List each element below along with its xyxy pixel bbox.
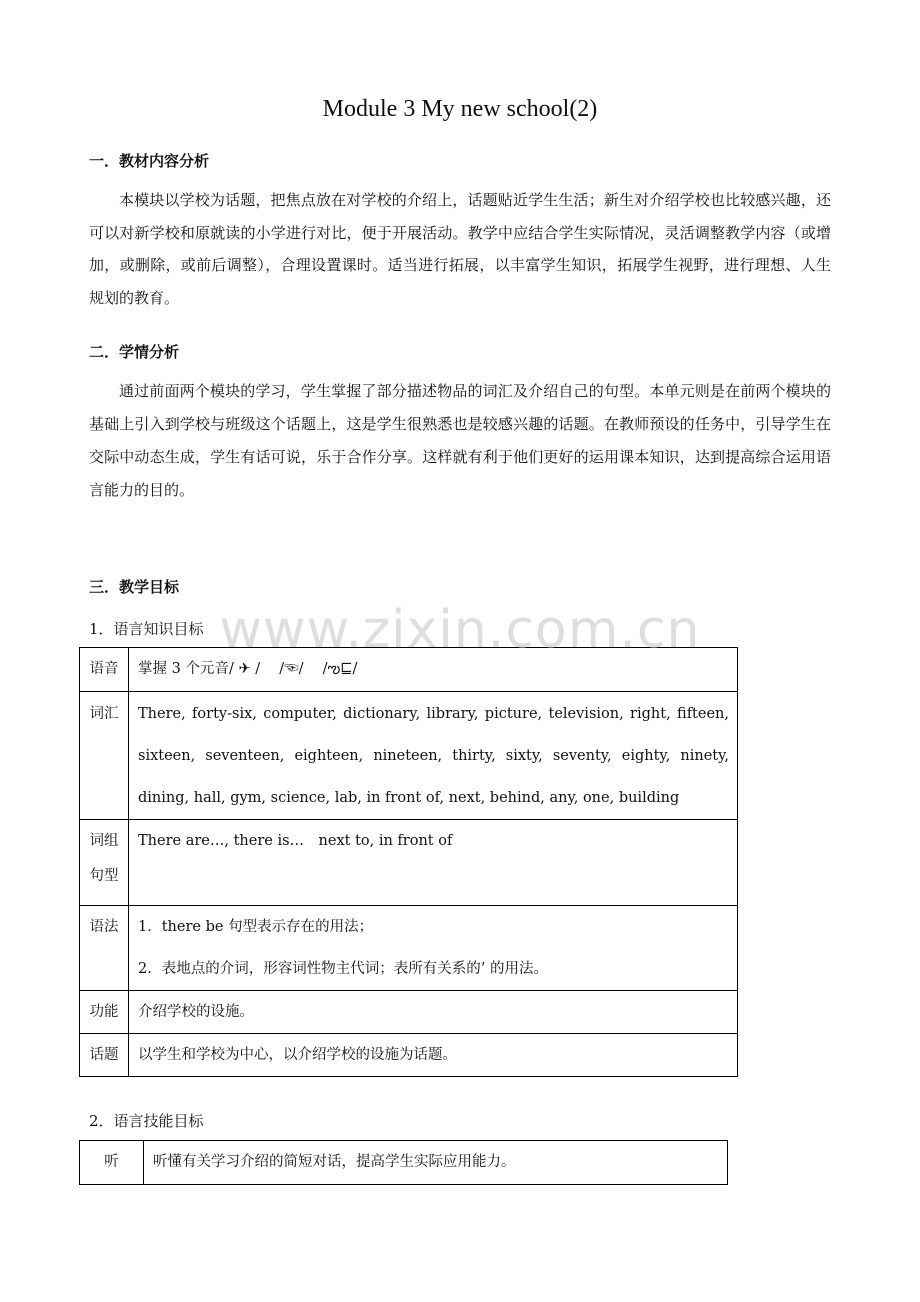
topic-content: 以学生和学校为中心，以介绍学校的设施为话题。 [129, 1034, 738, 1077]
document-title: Module 3 My new school(2) [322, 96, 598, 122]
grammar-line2: 2．表地点的介词，形容词性物主代词；表所有关系的’ 的用法。 [138, 961, 548, 977]
listening-content: 听懂有关学习介绍的简短对话，提高学生实际应用能力。 [144, 1141, 728, 1185]
table-row [80, 820, 738, 906]
vocabulary-content: There, forty-six, computer, dictionary, library, picture, television, right, fifteen, sixteen, seventeen, eighteen, nineteen, thirty, sixty, seventy, eighty, ninety, dining, hall, gym, science, lab, in front of, next, behind, any, one, building [129, 692, 738, 820]
row-label: 功能 [80, 991, 129, 1034]
section-2-paragraph: 通过前面两个模块的学习，学生掌握了部分描述物品的词汇及介绍自己的句型。本单元则是在前两个模块的基础上引入到学校与班级这个话题上，这是学生很熟悉也是较感兴趣的话题。在教师预设的任务中，引导学生在交际中动态生成，学生有话可说，乐于合作分享。这样就有利于他们更好的运用课本知识，达到提高综合运用语言能力的目的。 [89, 382, 831, 499]
row-label: 语法 [80, 906, 129, 991]
row-label: 语音 [80, 648, 129, 692]
section-1-heading: 一．教材内容分析 [89, 152, 210, 170]
row-label-line2: 句型 [89, 868, 119, 884]
table-row [80, 991, 738, 1034]
pronunciation-content: 掌握 3 个元音/ ✈ / /☜/ /ఌ⊑/ [129, 648, 738, 692]
skills-goals-table [79, 1140, 728, 1185]
row-label-line1: 词组 [89, 833, 119, 849]
row-label [80, 820, 129, 906]
table-row [80, 648, 738, 692]
row-label: 听 [80, 1141, 144, 1185]
phrases-content: There are…, there is… next to, in front of [129, 820, 738, 906]
grammar-content [129, 906, 738, 991]
grammar-line1: 1．there be 句型表示存在的用法； [138, 919, 374, 935]
section-3-heading: 三．教学目标 [89, 578, 180, 596]
section-1-paragraph: 本模块以学校为话题，把焦点放在对学校的介绍上，话题贴近学生生活；新生对介绍学校也比较感兴趣，还可以对新学校和原就读的小学进行对比，便于开展活动。教学中应结合学生实际情况，灵活调整教学内容（或增加，或删除，或前后调整），合理设置课时。适当进行拓展，以丰富学生知识，拓展学生视野，进行理想、人生规划的教育。 [89, 191, 831, 307]
table-row [80, 1141, 728, 1185]
section-2-heading: 二．学情分析 [89, 343, 180, 361]
table-row [80, 906, 738, 991]
subsection-language-knowledge: 1．语言知识目标 [89, 620, 204, 638]
row-label: 词汇 [80, 692, 129, 820]
table-row [80, 692, 738, 820]
knowledge-goals-table [79, 647, 738, 1077]
table-row [80, 1034, 738, 1077]
row-label: 话题 [80, 1034, 129, 1077]
subsection-language-skills: 2．语言技能目标 [89, 1112, 204, 1130]
watermark: www.zixin.com.cn [219, 600, 701, 660]
function-content: 介绍学校的设施。 [129, 991, 738, 1034]
